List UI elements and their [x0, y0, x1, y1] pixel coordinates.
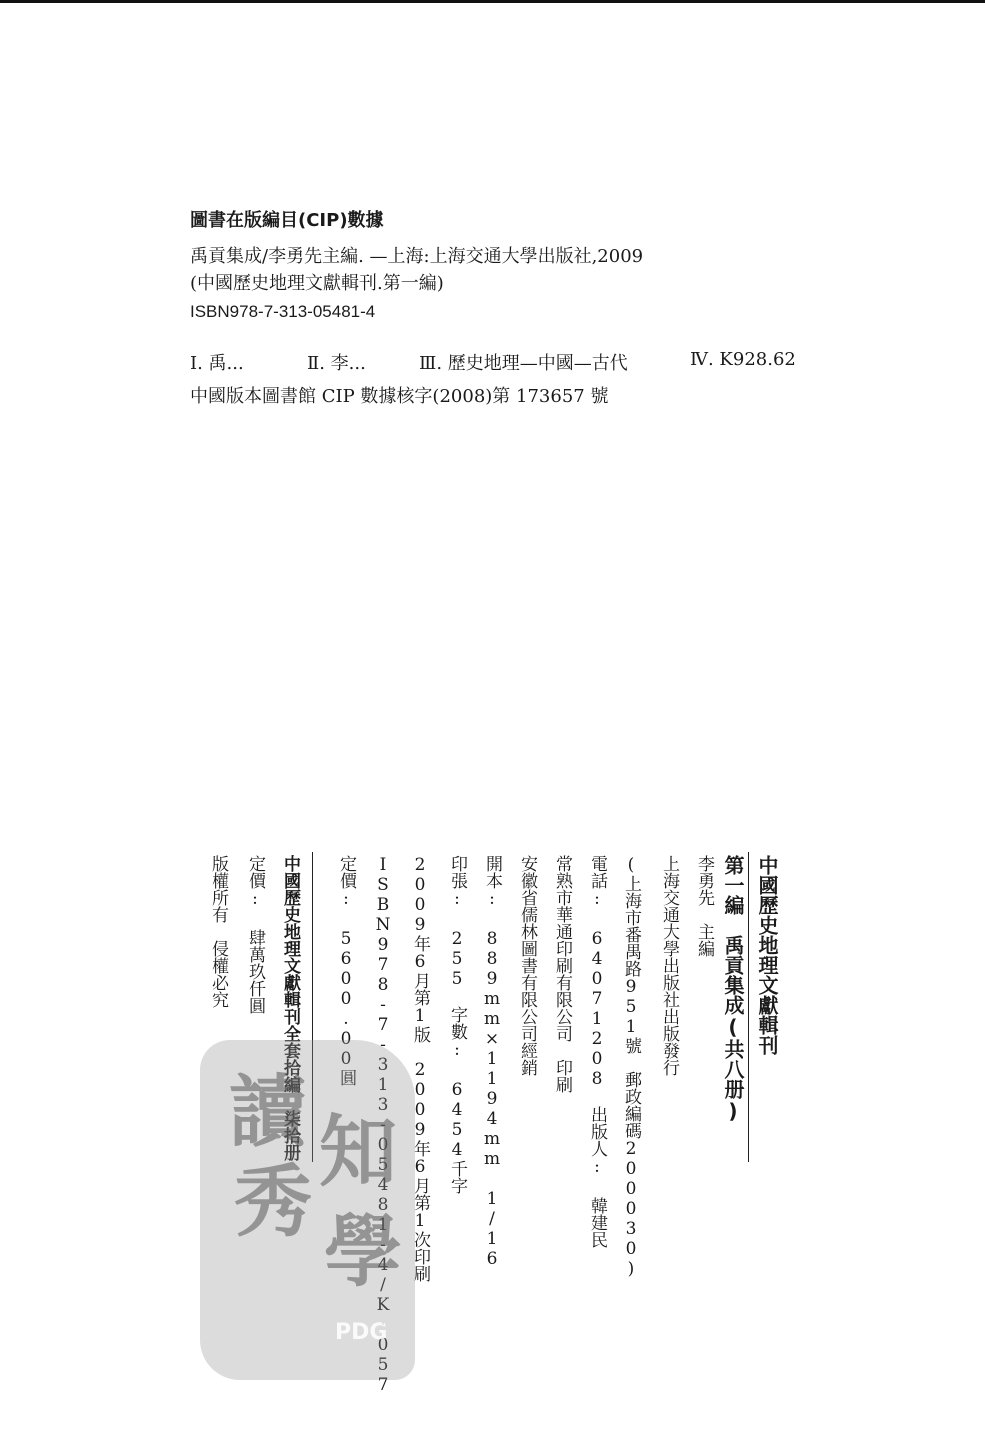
cip-class-4: Ⅳ. K928.62 [690, 349, 796, 370]
seal-character: 知 [306, 1110, 397, 1188]
colophon-publisher: 上海交通大學出版社出版發行 [659, 855, 679, 1076]
seal-character: 讀 [216, 1070, 307, 1148]
cip-class-3: Ⅲ. 歷史地理—中國—古代 [419, 353, 628, 374]
cip-series-line: (中國歷史地理文獻輯刊.第一編) [190, 273, 444, 294]
cip-class-1: Ⅰ. 禹... [190, 353, 244, 374]
colophon-series-price: 定價: 肆萬玖仟圓 [245, 855, 265, 1014]
colophon-edition: 2009年6月第1版 2009年6月第1次印刷 [410, 855, 430, 1282]
colophon-format: 開本: 889mm×1194mm 1/16 [482, 855, 502, 1269]
watermark-pdg-label: PDG [335, 1320, 388, 1345]
colophon-editor: 李勇先 主編 [694, 855, 714, 957]
cip-title: 圖書在版編目(CIP)數據 [190, 210, 384, 231]
cip-entry-line: 禹貢集成/李勇先主編. —上海:上海交通大學出版社,2009 [190, 246, 644, 267]
seal-character: 秀 [221, 1160, 312, 1238]
colophon-distributor: 安徽省儒林圖書有限公司經銷 [517, 855, 537, 1076]
colophon-series-full: 中國歷史地理文獻輯刊全套拾編 柒拾册 [280, 855, 300, 1161]
colophon-rule [748, 852, 749, 1162]
colophon-volume-title: 第一編 禹貢集成(共八册) [721, 855, 745, 1123]
cip-isbn-line: ISBN978-7-313-05481-4 [190, 302, 376, 321]
cip-class-2: Ⅱ. 李... [307, 353, 366, 374]
seal-character: 學 [311, 1210, 402, 1288]
colophon-rights: 版權所有 侵權必究 [208, 855, 228, 1008]
colophon-sheets: 印張: 255 字數: 6454千字 [447, 855, 467, 1194]
colophon-price: 定價: 5600.00圓 [336, 855, 356, 1086]
colophon-isbn: ISBN978-7-313-05481-4/K·057 [373, 855, 393, 1395]
top-border-line [0, 0, 985, 3]
colophon-address: (上海市番禺路951號 郵政編碼200030) [621, 855, 641, 1279]
colophon-phone: 電話: 64071208 出版人: 韓建民 [587, 855, 607, 1248]
colophon-series-title: 中國歷史地理文獻輯刊 [755, 855, 779, 1055]
colophon-printer: 常熟市華通印刷有限公司 印刷 [552, 855, 572, 1093]
cip-catalog-number: 中國版本圖書館 CIP 數據核字(2008)第 173657 號 [190, 386, 609, 407]
